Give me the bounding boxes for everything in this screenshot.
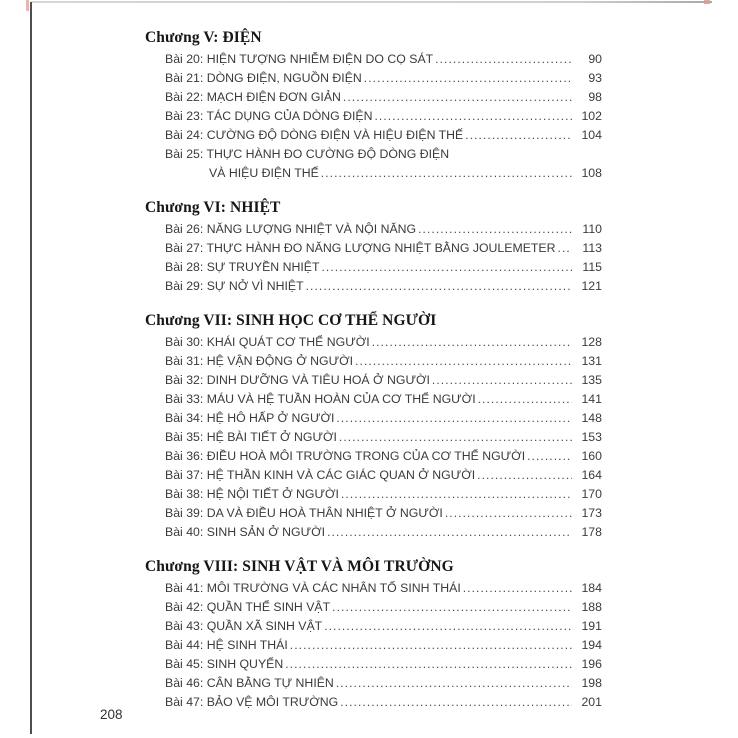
toc-entry [145, 428, 602, 447]
dot-leader [324, 617, 572, 636]
chapter-section [145, 310, 602, 542]
dot-leader [418, 220, 572, 239]
toc-entry-label: Bài 28: SỰ TRUYỀN NHIỆT [165, 260, 320, 274]
toc-entry [145, 617, 602, 636]
toc-entry-label: Bài 22: MẠCH ĐIỆN ĐƠN GIẢN [165, 90, 341, 104]
toc-entry-page: 153 [581, 430, 602, 444]
toc-entry-page: 170 [581, 487, 602, 501]
toc-entry [145, 693, 602, 712]
toc-entry [145, 504, 602, 523]
dot-leader [375, 107, 573, 126]
chapter-section [145, 27, 602, 183]
toc-entry-label: Bài 39: DA VÀ ĐIỀU HOÀ THÂN NHIỆT Ở NGƯỜI [165, 506, 443, 520]
toc-entry [145, 126, 602, 145]
dot-leader [336, 674, 572, 693]
dot-leader [332, 598, 572, 617]
toc-entry [145, 655, 602, 674]
toc-entry-label: Bài 34: HỆ HÔ HẤP Ở NGƯỜI [165, 411, 335, 425]
dot-leader [339, 428, 572, 447]
toc-entry-page: 128 [581, 335, 602, 349]
chapter-heading: Chương V: ĐIỆN [145, 29, 262, 46]
toc-entry-page: 184 [581, 581, 602, 595]
toc-entry [145, 333, 602, 352]
dot-leader [432, 371, 572, 390]
toc-entry-label: Bài 25: THỰC HÀNH ĐO CƯỜNG ĐỘ DÒNG ĐIỆN [165, 147, 450, 161]
dot-leader [343, 88, 572, 107]
red-corner-mark-top-left [26, 0, 29, 11]
toc-entry-label: Bài 45: SINH QUYỂN [165, 657, 284, 671]
dot-leader [445, 504, 572, 523]
toc-entry [145, 145, 602, 164]
toc-entry-page: 141 [581, 392, 602, 406]
dot-leader [478, 390, 572, 409]
toc-entry [145, 485, 602, 504]
toc-entry-label: Bài 23: TÁC DỤNG CỦA DÒNG ĐIỆN [165, 109, 373, 123]
toc-entry [145, 107, 602, 126]
dot-leader [435, 50, 572, 69]
toc-entry-label: Bài 21: DÒNG ĐIỆN, NGUỒN ĐIỆN [165, 71, 362, 85]
toc-entry-page: 160 [581, 449, 602, 463]
page-number: 208 [100, 707, 123, 722]
dot-leader [290, 636, 572, 655]
toc-entry-page: 108 [581, 166, 602, 180]
toc-entry-label: Bài 40: SINH SẢN Ở NGƯỜI [165, 525, 326, 539]
toc-entry-label: Bài 27: THỰC HÀNH ĐO NĂNG LƯỢNG NHIỆT BẰNG JOULEMETER [165, 241, 556, 255]
table-of-contents [145, 27, 602, 712]
toc-entry-label: Bài 46: CÂN BẰNG TỰ NHIÊN [165, 676, 334, 690]
toc-entry-label: Bài 26: NĂNG LƯỢNG NHIỆT VÀ NỘI NĂNG [165, 222, 417, 236]
toc-entry-page: 98 [588, 90, 602, 104]
toc-entry [145, 466, 602, 485]
toc-entry-label: Bài 38: HỆ NỘI TIẾT Ở NGƯỜI [165, 487, 339, 501]
toc-entry-page: 135 [581, 373, 602, 387]
toc-entry-label: Bài 32: DINH DƯỠNG VÀ TIÊU HOÁ Ở NGƯỜI [165, 373, 430, 387]
toc-entry [145, 598, 602, 617]
toc-entry-page: 198 [581, 676, 602, 690]
toc-entry-page: 102 [581, 109, 602, 123]
dot-leader [285, 655, 572, 674]
toc-entry [145, 409, 602, 428]
dot-leader [527, 447, 572, 466]
toc-entry-label: Bài 47: BẢO VỆ MÔI TRƯỜNG [165, 695, 339, 709]
dot-leader [465, 126, 572, 145]
toc-entry-label: Bài 29: SỰ NỞ VÌ NHIỆT [165, 279, 304, 293]
toc-entry-label: Bài 36: ĐIỀU HOÀ MÔI TRƯỜNG TRONG CỦA CƠ THỂ NGƯỜI [165, 449, 526, 463]
page-top-edge-line [31, 1, 712, 3]
toc-entry [145, 164, 602, 183]
dot-leader [463, 579, 572, 598]
chapter-heading: Chương VI: NHIỆT [145, 199, 281, 216]
page-left-edge-line [30, 2, 32, 734]
dot-leader [477, 466, 572, 485]
toc-entry-label: Bài 37: HỆ THẦN KINH VÀ CÁC GIÁC QUAN Ở NGƯỜI [165, 468, 476, 482]
toc-entry [145, 88, 602, 107]
toc-entry-label: Bài 35: HỆ BÀI TIẾT Ở NGƯỜI [165, 430, 337, 444]
toc-entry [145, 371, 602, 390]
toc-entry-label: Bài 41: MÔI TRƯỜNG VÀ CÁC NHÂN TỐ SINH THÁI [165, 581, 461, 595]
toc-entry-page: 110 [582, 222, 602, 236]
toc-entry-page: 121 [581, 279, 602, 293]
red-corner-mark-top-right [704, 0, 710, 4]
dot-leader [327, 523, 572, 542]
toc-entry [145, 50, 602, 69]
toc-entry-page: 201 [581, 695, 602, 709]
toc-entry-page: 196 [581, 657, 602, 671]
toc-entry [145, 674, 602, 693]
toc-entry-page: 173 [581, 506, 602, 520]
chapter-section [145, 556, 602, 712]
dot-leader [341, 485, 572, 504]
toc-entry [145, 579, 602, 598]
toc-entry [145, 352, 602, 371]
toc-entry-page: 131 [581, 354, 602, 368]
dot-leader [558, 239, 572, 258]
dot-leader [372, 333, 572, 352]
toc-entry-page: 191 [581, 619, 602, 633]
toc-entry [145, 447, 602, 466]
dot-leader [336, 409, 572, 428]
dot-leader [321, 164, 572, 183]
toc-entry [145, 523, 602, 542]
toc-entry-page: 178 [581, 525, 602, 539]
toc-entry-label: Bài 30: KHÁI QUÁT CƠ THỂ NGƯỜI [165, 335, 370, 349]
toc-entry-page: 90 [588, 52, 602, 66]
toc-entry [145, 220, 602, 239]
toc-entry [145, 390, 602, 409]
dot-leader [355, 352, 572, 371]
dot-leader [321, 258, 572, 277]
toc-entry-page: 188 [581, 600, 602, 614]
toc-entry-label: Bài 24: CƯỜNG ĐỘ DÒNG ĐIỆN VÀ HIỆU ĐIỆN THẾ [165, 128, 464, 142]
toc-entry-page: 93 [588, 71, 602, 85]
toc-entry-page: 113 [582, 241, 602, 255]
toc-entry-page: 164 [581, 468, 602, 482]
toc-entry-page: 148 [581, 411, 602, 425]
toc-entry [145, 277, 602, 296]
toc-entry-label: Bài 44: HỆ SINH THÁI [165, 638, 288, 652]
toc-entry-label: Bài 20: HIỆN TƯỢNG NHIỄM ĐIỆN DO CỌ SÁT [165, 52, 434, 66]
toc-entry-page: 104 [581, 128, 602, 142]
chapter-heading: Chương VII: SINH HỌC CƠ THỂ NGƯỜI [145, 312, 437, 329]
dot-leader [306, 277, 572, 296]
toc-entry-label: Bài 31: HỆ VẬN ĐỘNG Ở NGƯỜI [165, 354, 354, 368]
toc-entry-label: Bài 42: QUẦN THỂ SINH VẬT [165, 600, 331, 614]
toc-entry-label: Bài 33: MÁU VÀ HỆ TUẦN HOÀN CỦA CƠ THỂ NGƯỜI [165, 392, 476, 406]
toc-entry [145, 239, 602, 258]
toc-entry [145, 636, 602, 655]
chapter-section [145, 197, 602, 296]
toc-entry-page: 194 [581, 638, 602, 652]
toc-entry-label: VÀ HIỆU ĐIỆN THẾ [209, 166, 319, 180]
toc-entry-label: Bài 43: QUẦN XÃ SINH VẬT [165, 619, 323, 633]
toc-entry [145, 69, 602, 88]
dot-leader [364, 69, 572, 88]
toc-entry [145, 258, 602, 277]
chapter-heading: Chương VIII: SINH VẬT VÀ MÔI TRƯỜNG [145, 558, 454, 575]
dot-leader [340, 693, 572, 712]
toc-entry-page: 115 [582, 260, 602, 274]
